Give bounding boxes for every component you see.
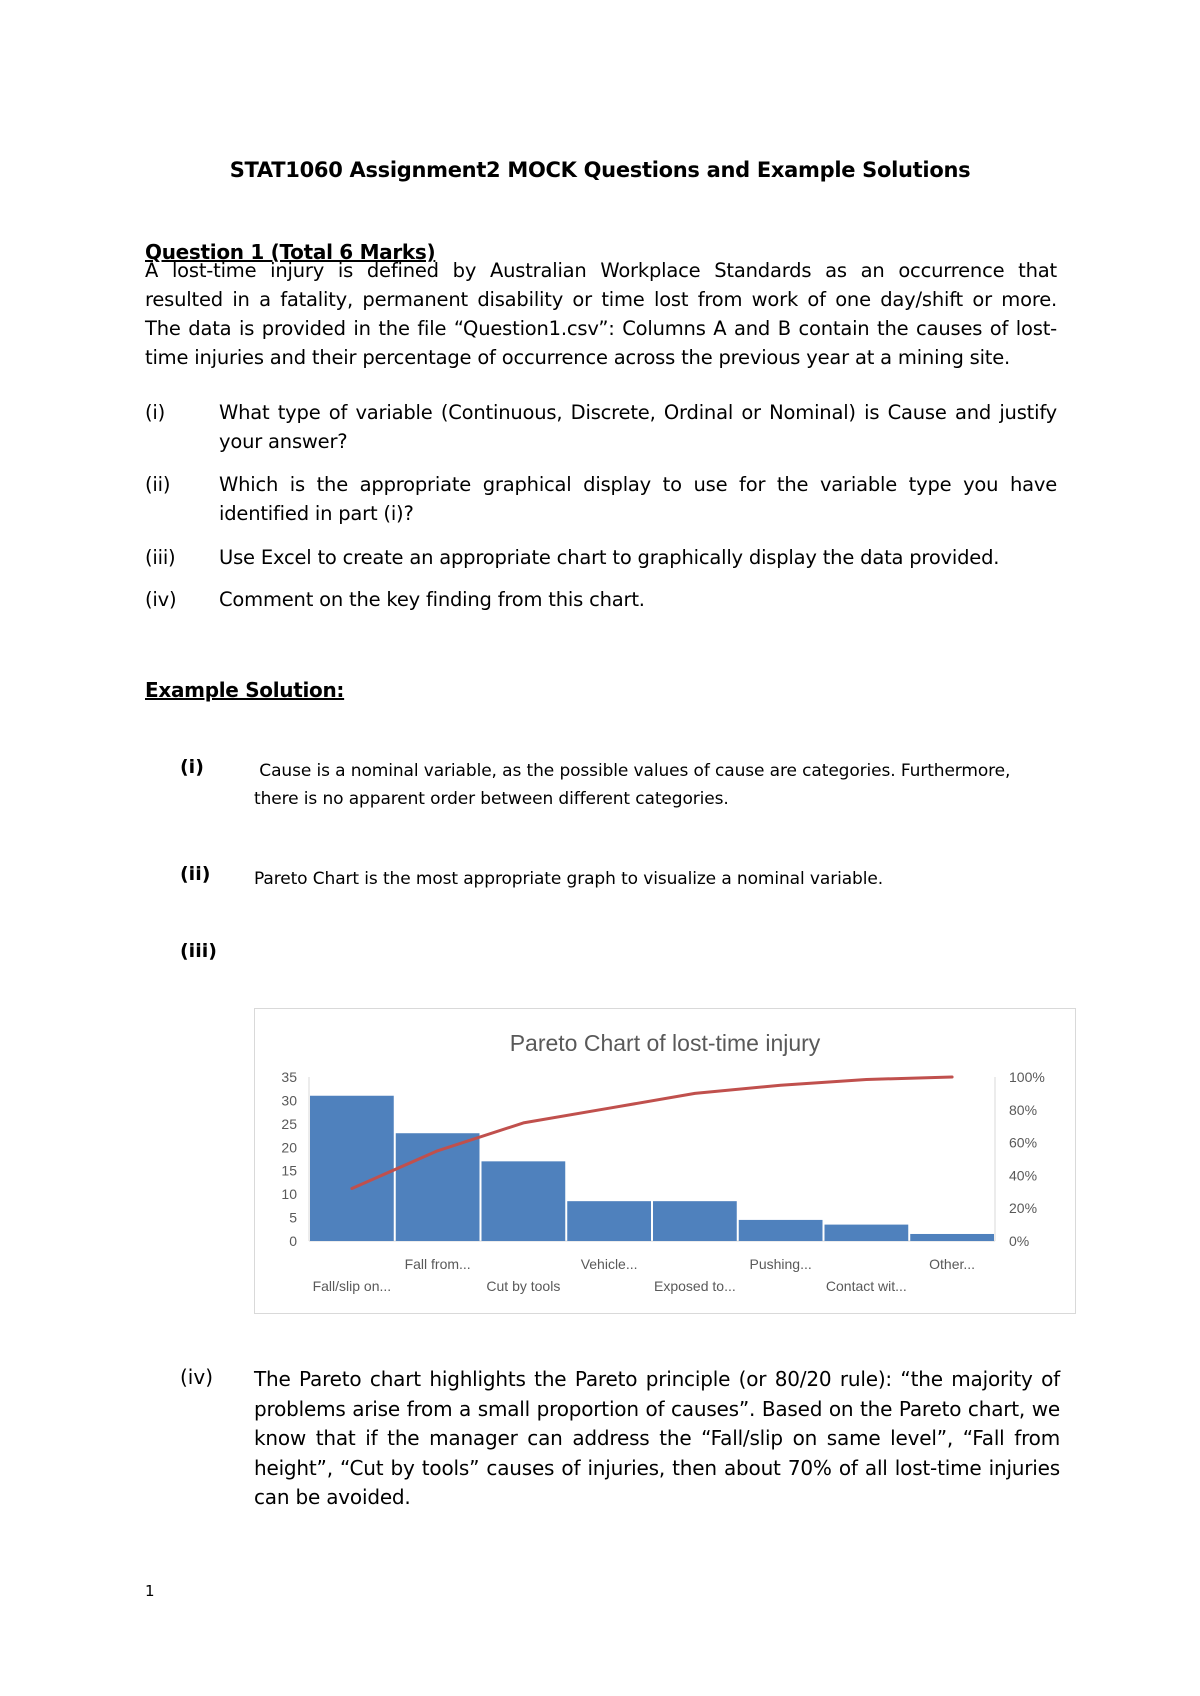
- solution-text: there is no apparent order between different categories.: [254, 789, 729, 809]
- question1-heading: Question 1 (Total 6 Marks): [145, 240, 436, 264]
- solution-text: Cause is a nominal variable, as the possible values of cause are categories. Furthermore,: [254, 761, 1011, 781]
- bar: [567, 1201, 651, 1241]
- question1-intro: [145, 256, 1057, 372]
- question-part-ii: [145, 470, 1057, 528]
- question-part-i: [145, 398, 1057, 456]
- x-category-label: Cut by tools: [486, 1278, 561, 1294]
- y-tick-label: 15: [281, 1162, 297, 1179]
- x-category-label: Contact wit...: [825, 1278, 907, 1294]
- bar: [653, 1201, 737, 1241]
- chart-title: Pareto Chart of lost-time injury: [509, 1030, 821, 1056]
- bar: [739, 1220, 823, 1241]
- solution-number: (iii): [180, 940, 217, 962]
- part-text: Use Excel to create an appropriate chart to graphically display the data provided.: [219, 546, 1000, 569]
- solution-text: The Pareto chart highlights the Pareto principle (or 80/20 rule): “the majority of: [254, 1367, 1060, 1391]
- document-title: STAT1060 Assignment2 MOCK Questions and Example Solutions: [229, 158, 971, 182]
- question-part-iii: [145, 543, 1057, 572]
- solution-number: (ii): [180, 863, 211, 885]
- part-text: What type of variable (Continuous, Discrete, Ordinal or Nominal) is Cause and justify: [219, 401, 1057, 424]
- y2-tick-label: 80%: [1009, 1101, 1038, 1118]
- solution-text: can be avoided.: [254, 1485, 411, 1509]
- bar: [482, 1161, 566, 1241]
- pareto-chart: [254, 1008, 1076, 1314]
- y2-tick-label: 0%: [1009, 1233, 1030, 1249]
- solution-text: height”, “Cut by tools” causes of injuries, then about 70% of all lost-time injuries: [254, 1455, 1060, 1480]
- x-category-label: Fall from...: [404, 1256, 471, 1272]
- y2-tick-label: 60%: [1009, 1134, 1038, 1151]
- part-text: Which is the appropriate graphical display to use for the variable type you have: [219, 473, 1057, 496]
- part-number: (iv): [145, 588, 177, 611]
- y-tick-label: 20: [281, 1139, 297, 1156]
- y-tick-label: 5: [289, 1209, 297, 1226]
- x-category-label: Pushing...: [749, 1256, 812, 1272]
- part-number: (iii): [145, 546, 176, 569]
- solution-text: know that if the manager can address the “Fall/slip on same level”, “Fall from: [254, 1426, 1060, 1450]
- part-number: (i): [145, 401, 166, 424]
- y2-tick-label: 20%: [1009, 1200, 1038, 1217]
- intro-line: The data is provided in the file “Question1.csv”: Columns A and B contain the causes of lost-: [145, 317, 1057, 340]
- x-category-label: Exposed to...: [654, 1278, 736, 1294]
- solution-text: Pareto Chart is the most appropriate graph to visualize a nominal variable.: [254, 869, 883, 889]
- solution-text: problems arise from a small proportion of causes”. Based on the Pareto chart, we: [254, 1396, 1060, 1421]
- x-category-label: Vehicle...: [580, 1256, 638, 1272]
- example-solution-heading: Example Solution:: [145, 678, 345, 702]
- part-text: Comment on the key finding from this chart.: [219, 588, 645, 611]
- intro-line: A lost-time injury is defined by Australian Workplace Standards as an occurrence that: [145, 259, 1057, 282]
- y2-tick-label: 40%: [1009, 1167, 1038, 1184]
- y-tick-label: 0: [289, 1233, 297, 1249]
- bar: [825, 1225, 909, 1241]
- bar: [310, 1096, 394, 1241]
- intro-line: time injuries and their percentage of occurrence across the previous year at a mining site.: [145, 346, 1011, 369]
- question-part-iv: [145, 585, 1057, 614]
- solution-number: (iv): [180, 1365, 213, 1389]
- y-tick-label: 25: [281, 1115, 297, 1132]
- solution-number: (i): [180, 756, 204, 778]
- y-tick-label: 10: [281, 1186, 297, 1203]
- intro-line: resulted in a fatality, permanent disability or time lost from work of one day/shift or more.: [145, 288, 1057, 311]
- x-category-label: Other...: [929, 1256, 976, 1272]
- part-text: identified in part (i)?: [219, 502, 414, 525]
- part-number: (ii): [145, 473, 171, 496]
- x-category-label: Fall/slip on...: [312, 1278, 392, 1294]
- y2-tick-label: 100%: [1009, 1069, 1045, 1085]
- part-text: your answer?: [219, 430, 348, 453]
- bar: [910, 1234, 994, 1241]
- y-tick-label: 35: [281, 1069, 297, 1085]
- page-number: 1: [145, 1582, 155, 1600]
- y-tick-label: 30: [281, 1092, 297, 1109]
- pareto-chart-svg: [255, 1009, 1075, 1313]
